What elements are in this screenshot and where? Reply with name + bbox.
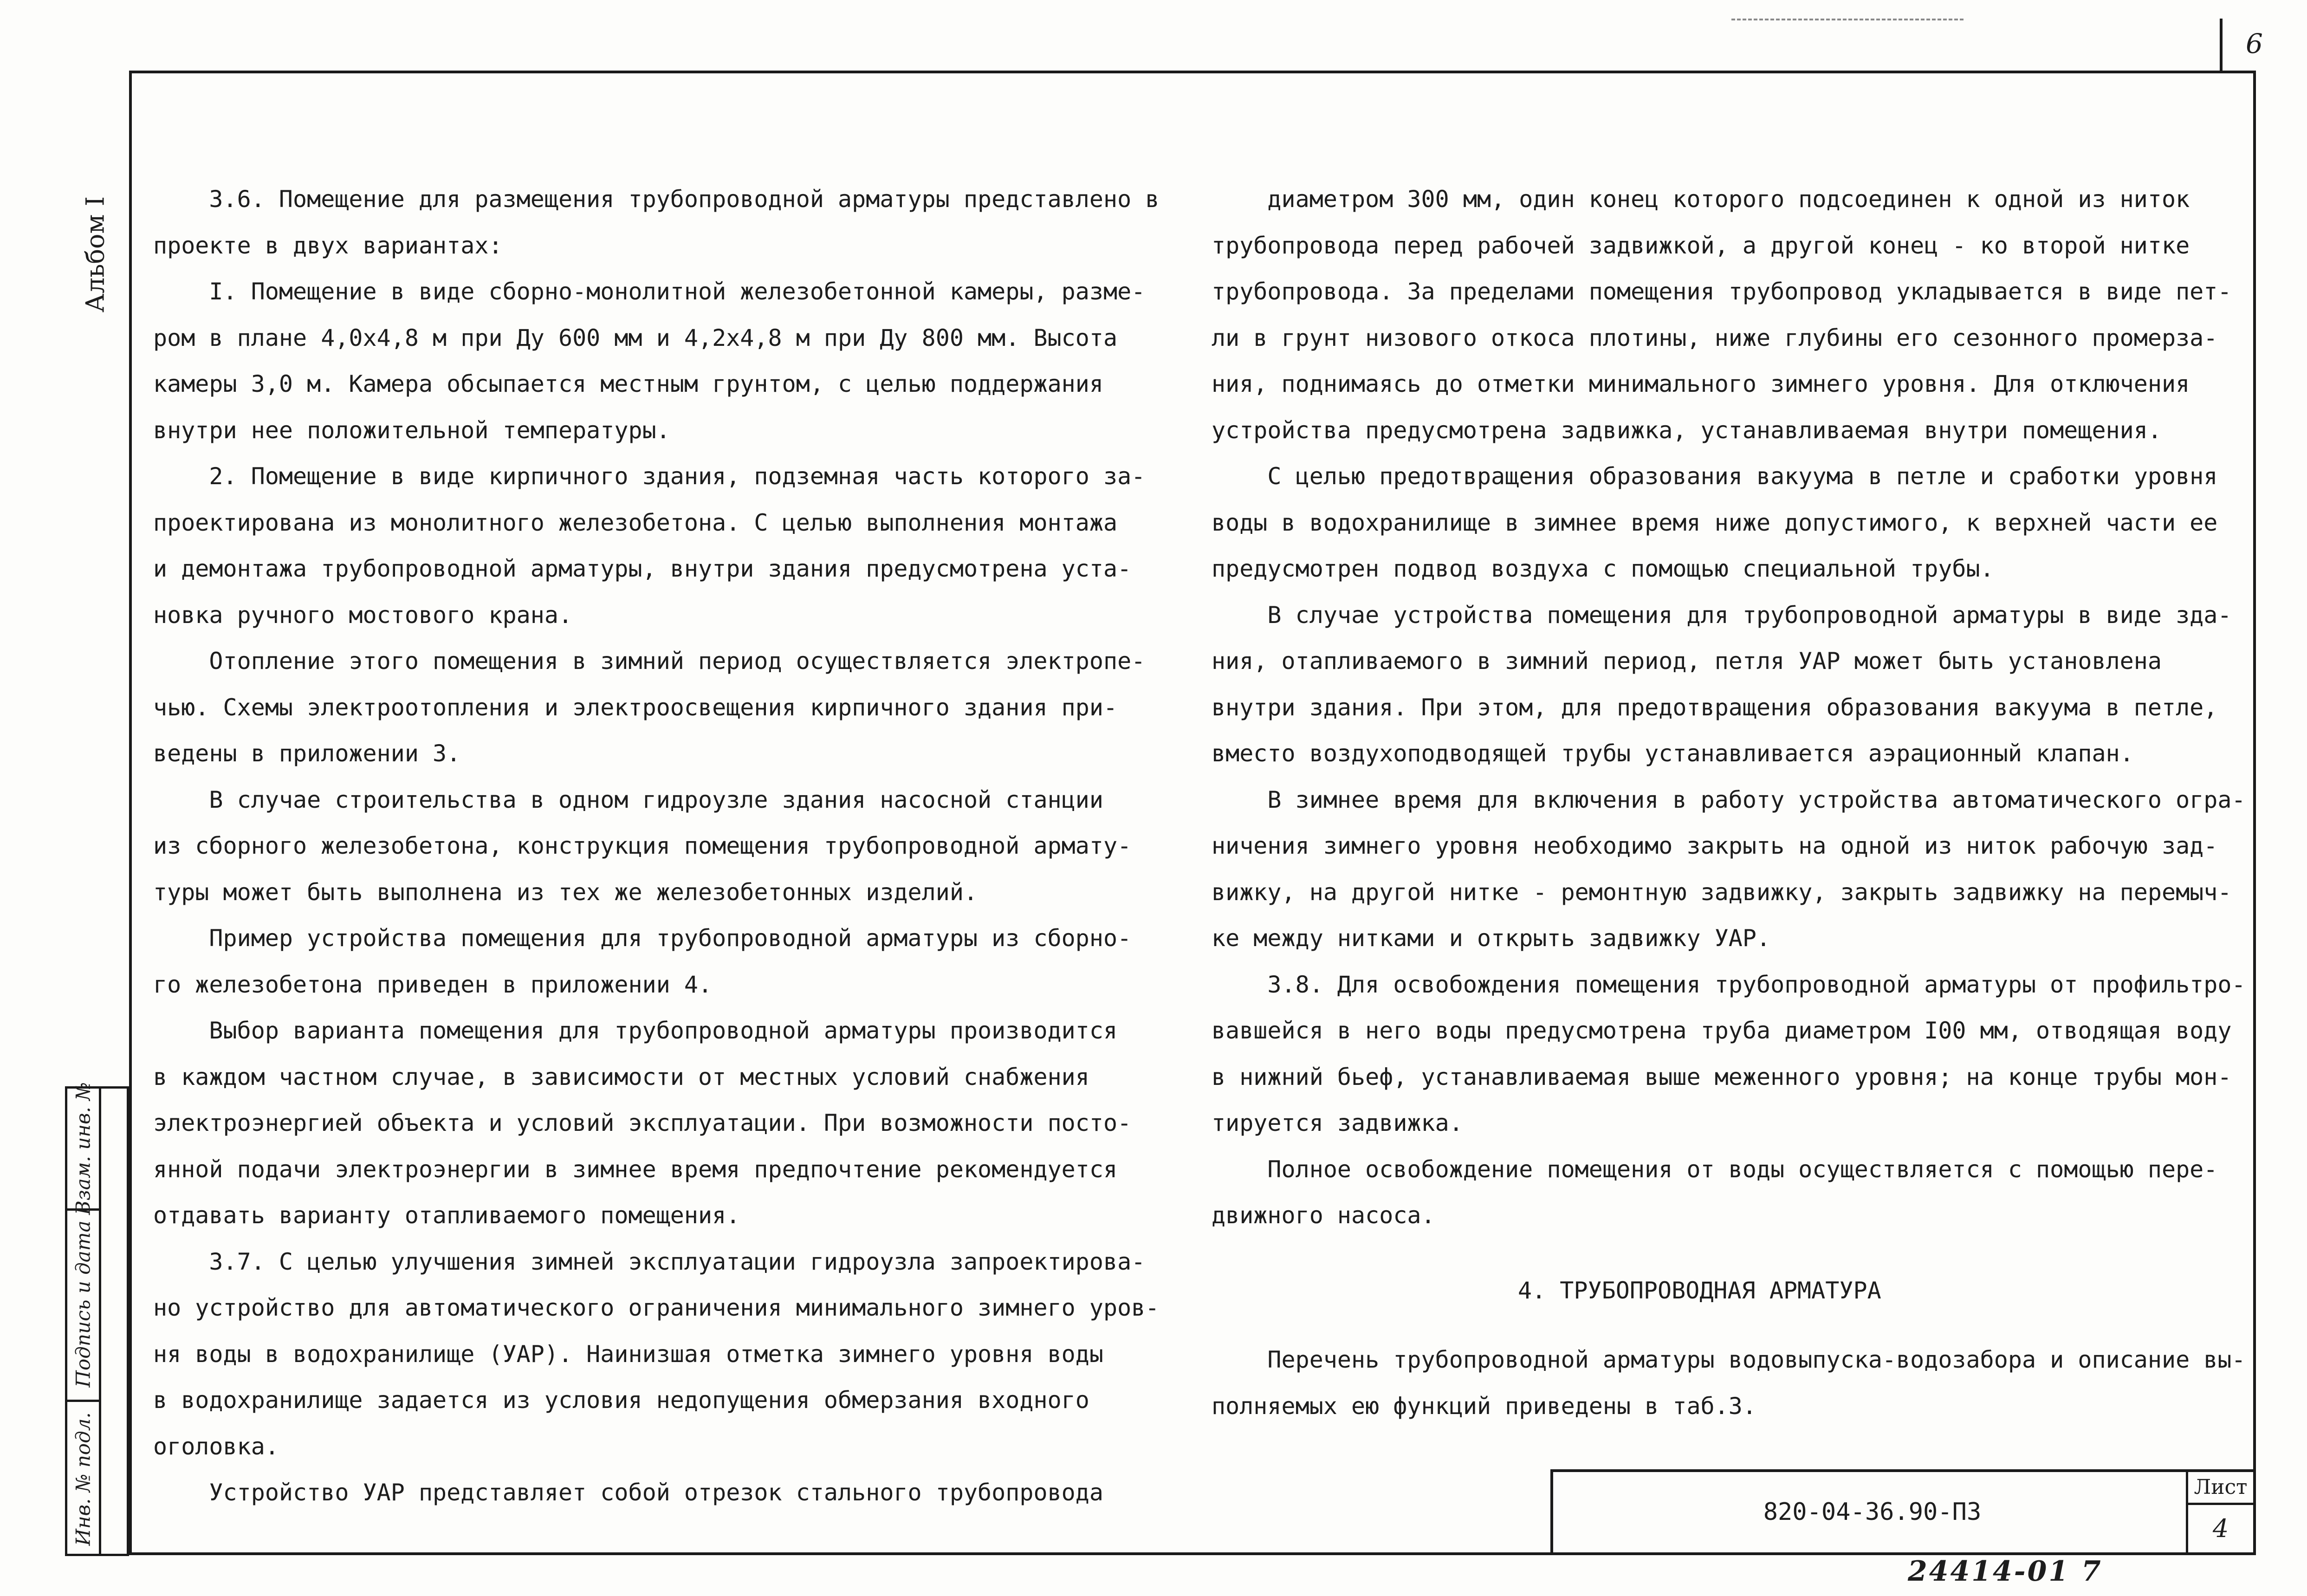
text-line: 2. Помещение в виде кирпичного здания, подземная часть которого за- <box>153 463 1146 490</box>
stamp-divider <box>99 1089 101 1554</box>
text-line: электроэнергией объекта и условий эксплуатации. При возможности посто- <box>153 1109 1132 1136</box>
text-line: новка ручного мостового крана. <box>153 601 573 629</box>
text-line: проектирована из монолитного железобетона. С целью выполнения монтажа <box>153 509 1118 536</box>
text-line: вместо воздухоподводящей трубы устанавливается аэрационный клапан. <box>1212 740 2134 767</box>
text-line: трубопровода перед рабочей задвижкой, а другой конец - ко второй нитке <box>1212 232 2190 259</box>
top-scan-mark <box>1731 19 1964 20</box>
text-line: камеры 3,0 м. Камера обсыпается местным грунтом, с целью поддержания <box>153 370 1103 397</box>
text-line: трубопровода. За пределами помещения трубопровод укладывается в виде пет- <box>1212 278 2232 305</box>
sheet-box <box>2186 1472 2253 1552</box>
stamp-label-inventory: Инв. № подл. <box>71 1412 95 1546</box>
left-text-column <box>153 176 1159 1516</box>
right-text-column <box>1212 176 2246 1239</box>
text-line: ничения зимнего уровня необходимо закрыть на одной из ниток рабочую зад- <box>1212 832 2218 859</box>
text-line: 3.7. С целью улучшения зимней эксплуатации гидроузла запроектирова- <box>153 1248 1146 1275</box>
text-line: внутри нее положительной температуры. <box>153 416 670 444</box>
text-line: В случае строительства в одном гидроузле здания насосной станции <box>153 786 1103 813</box>
title-block <box>1550 1469 2256 1555</box>
text-line: ния, отапливаемого в зимний период, петля УАР может быть установлена <box>1212 648 2162 675</box>
text-line: в водохранилище задается из условия недопущения обмерзания входного <box>153 1387 1089 1414</box>
text-line: туры может быть выполнена из тех же железобетонных изделий. <box>153 878 978 906</box>
album-label: Альбом I <box>80 196 110 313</box>
stamp-cell-inventory <box>67 1400 99 1558</box>
text-line: ния, поднимаясь до отметки минимального зимнего уровня. Для отключения <box>1212 370 2190 397</box>
text-line: оголовка. <box>153 1433 279 1460</box>
text-line: полняемых ею функций приведены в таб.3. <box>1212 1392 1756 1420</box>
text-line: устройства предусмотрена задвижка, устанавливаемая внутри помещения. <box>1212 416 2162 444</box>
text-line: в нижний бьеф, устанавливаемая выше меженного уровня; на конце трубы мон- <box>1212 1063 2232 1090</box>
sheet-label: Лист <box>2188 1472 2253 1505</box>
text-line: в каждом частном случае, в зависимости от местных условий снабжения <box>153 1063 1089 1090</box>
handwritten-inventory-note: 24414-01 7 <box>1908 1555 2103 1588</box>
text-line: движного насоса. <box>1212 1202 1435 1229</box>
text-line: предусмотрен подвод воздуха с помощью специальной трубы. <box>1212 555 1994 582</box>
side-stamp <box>65 1082 129 1556</box>
text-line: ня воды в водохранилище (УАР). Наинизшая отметка зимнего уровня воды <box>153 1340 1103 1368</box>
text-line: ром в плане 4,0х4,8 м при Ду 600 мм и 4,2х4,8 м при Ду 800 мм. Высота <box>153 324 1118 351</box>
stamp-cell-signature <box>67 1208 99 1402</box>
text-line: тируется задвижка. <box>1212 1109 1463 1136</box>
text-line: Пример устройства помещения для трубопроводной арматуры из сборно- <box>153 925 1132 952</box>
text-line: диаметром 300 мм, один конец которого подсоединен к одной из ниток <box>1212 186 2190 213</box>
text-line: вавшейся в него воды предусмотрена труба диаметром I00 мм, отводящая воду <box>1212 1017 2232 1044</box>
text-line: В зимнее время для включения в работу устройства автоматического огра- <box>1212 786 2246 813</box>
text-line: Устройство УАР представляет собой отрезок стального трубопровода <box>153 1479 1103 1506</box>
text-line: С целью предотвращения образования вакуума в петле и сработки уровня <box>1212 463 2218 490</box>
corner-divider <box>2220 19 2223 71</box>
text-line: Полное освобождение помещения от воды осуществляется с помощью пере- <box>1212 1155 2218 1183</box>
text-line: проекте в двух вариантах: <box>153 232 503 259</box>
text-line: ведены в приложении 3. <box>153 740 461 767</box>
section-heading: 4. ТРУБОПРОВОДНАЯ АРМАТУРА <box>1518 1277 1881 1304</box>
text-line: ке между нитками и открыть задвижку УАР. <box>1212 925 1771 952</box>
text-line: ли в грунт низового откоса плотины, ниже глубины его сезонного промерза- <box>1212 324 2218 351</box>
text-line: В случае устройства помещения для трубопроводной арматуры в виде зда- <box>1212 601 2232 629</box>
section-text <box>1212 1337 2246 1429</box>
sheet-number: 4 <box>2212 1514 2229 1543</box>
stamp-label-signature: Подпись и дата <box>71 1220 95 1388</box>
text-line: го железобетона приведен в приложении 4. <box>153 971 713 998</box>
corner-page-number: 6 <box>2246 28 2263 59</box>
text-line: 3.6. Помещение для размещения трубопроводной арматуры представлено в <box>153 186 1160 213</box>
text-line: I. Помещение в виде сборно-монолитной железобетонной камеры, разме- <box>153 278 1146 305</box>
stamp-label-replacement: Взам. инв. № <box>71 1082 95 1215</box>
text-line: и демонтажа трубопроводной арматуры, внутри здания предусмотрена уста- <box>153 555 1132 582</box>
text-line: Отопление этого помещения в зимний период осуществляется электропе- <box>153 648 1146 675</box>
document-code: 820-04-36.90-ПЗ <box>1763 1498 1982 1526</box>
text-line: янной подачи электроэнергии в зимнее время предпочтение рекомендуется <box>153 1155 1118 1183</box>
text-line: 3.8. Для освобождения помещения трубопроводной арматуры от профильтро- <box>1212 971 2246 998</box>
text-line: вижку, на другой нитке - ремонтную задвижку, закрыть задвижку на перемыч- <box>1212 878 2232 906</box>
text-line: Перечень трубопроводной арматуры водовыпуска-водозабора и описание вы- <box>1212 1346 2246 1373</box>
text-line: но устройство для автоматического ограничения минимального зимнего уров- <box>153 1294 1160 1321</box>
text-line: внутри здания. При этом, для предотвращения образования вакуума в петле, <box>1212 694 2218 721</box>
text-line: отдавать варианту отапливаемого помещения. <box>153 1202 740 1229</box>
text-line: воды в водохранилище в зимнее время ниже допустимого, к верхней части ее <box>1212 509 2218 536</box>
text-line: из сборного железобетона, конструкция помещения трубопроводной армату- <box>153 832 1132 859</box>
stamp-cell-replacement <box>67 1082 99 1215</box>
text-line: Выбор варианта помещения для трубопроводной арматуры производится <box>153 1017 1118 1044</box>
text-line: чью. Схемы электроотопления и электроосвещения кирпичного здания при- <box>153 694 1118 721</box>
